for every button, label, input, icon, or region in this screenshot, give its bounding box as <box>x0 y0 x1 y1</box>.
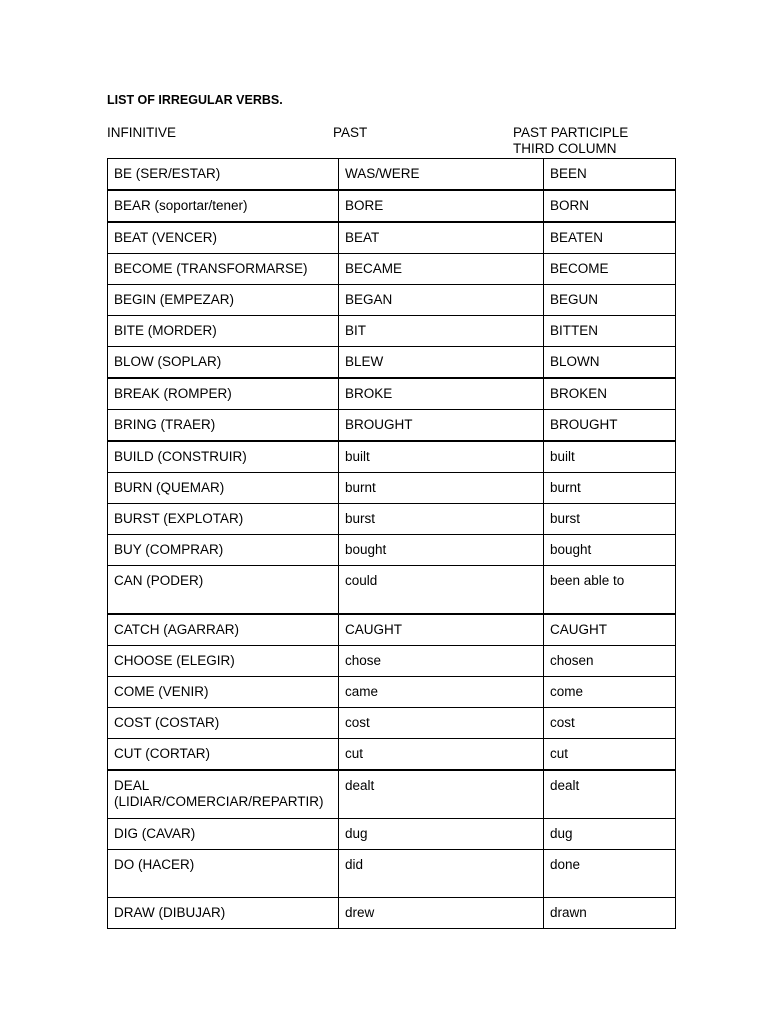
past-cell: chose <box>339 646 544 677</box>
table-row <box>108 473 676 504</box>
table-row <box>108 898 676 929</box>
table-row <box>108 316 676 347</box>
header-past-participle-line1: PAST PARTICIPLE <box>513 125 629 140</box>
past-cell: bought <box>339 535 544 566</box>
past-participle-cell: built <box>544 441 676 473</box>
past-cell: burnt <box>339 473 544 504</box>
infinitive-cell: BE (SER/ESTAR) <box>108 159 339 191</box>
past-cell: WAS/WERE <box>339 159 544 191</box>
infinitive-cell: DEAL (LIDIAR/COMERCIAR/REPARTIR) <box>108 770 339 819</box>
infinitive-cell: DO (HACER) <box>108 850 339 898</box>
past-participle-cell: cost <box>544 708 676 739</box>
header-past-participle <box>513 125 628 157</box>
past-cell: drew <box>339 898 544 929</box>
past-cell: dealt <box>339 770 544 819</box>
table-row <box>108 378 676 410</box>
past-participle-cell: burnt <box>544 473 676 504</box>
past-participle-cell: dealt <box>544 770 676 819</box>
table-row <box>108 708 676 739</box>
infinitive-cell: BRING (TRAER) <box>108 410 339 442</box>
infinitive-cell: DIG (CAVAR) <box>108 819 339 850</box>
table-row <box>108 614 676 646</box>
past-cell: came <box>339 677 544 708</box>
infinitive-cell: BUILD (CONSTRUIR) <box>108 441 339 473</box>
infinitive-cell: BREAK (ROMPER) <box>108 378 339 410</box>
table-row <box>108 222 676 254</box>
infinitive-cell: BITE (MORDER) <box>108 316 339 347</box>
past-participle-cell: BEEN <box>544 159 676 191</box>
past-participle-cell: BITTEN <box>544 316 676 347</box>
header-infinitive: INFINITIVE <box>107 125 177 140</box>
table-row <box>108 441 676 473</box>
infinitive-cell: BURN (QUEMAR) <box>108 473 339 504</box>
past-participle-cell: BROUGHT <box>544 410 676 442</box>
past-participle-cell: bought <box>544 535 676 566</box>
past-cell: could <box>339 566 544 615</box>
past-participle-cell: cut <box>544 739 676 771</box>
past-cell: BORE <box>339 190 544 222</box>
past-participle-cell: BORN <box>544 190 676 222</box>
infinitive-cell: CAN (PODER) <box>108 566 339 615</box>
infinitive-cell: BLOW (SOPLAR) <box>108 347 339 379</box>
past-cell: BEAT <box>339 222 544 254</box>
table-row <box>108 646 676 677</box>
table-row <box>108 739 676 771</box>
table-row <box>108 677 676 708</box>
table-row <box>108 566 676 615</box>
past-cell: cost <box>339 708 544 739</box>
table-row <box>108 535 676 566</box>
table-row <box>108 819 676 850</box>
past-participle-cell: CAUGHT <box>544 614 676 646</box>
past-cell: cut <box>339 739 544 771</box>
past-participle-cell: done <box>544 850 676 898</box>
past-participle-cell: come <box>544 677 676 708</box>
infinitive-cell: BUY (COMPRAR) <box>108 535 339 566</box>
table-row <box>108 285 676 316</box>
past-participle-cell: BECOME <box>544 254 676 285</box>
header-past: PAST <box>333 125 368 140</box>
past-cell: CAUGHT <box>339 614 544 646</box>
infinitive-cell: BECOME (TRANSFORMARSE) <box>108 254 339 285</box>
table-row <box>108 410 676 442</box>
table-row <box>108 504 676 535</box>
infinitive-cell: CUT (CORTAR) <box>108 739 339 771</box>
past-cell: BLEW <box>339 347 544 379</box>
infinitive-cell: DRAW (DIBUJAR) <box>108 898 339 929</box>
table-row <box>108 347 676 379</box>
past-cell: BEGAN <box>339 285 544 316</box>
past-participle-cell: been able to <box>544 566 676 615</box>
infinitive-cell: BEAR (soportar/tener) <box>108 190 339 222</box>
irregular-verbs-table <box>107 158 676 929</box>
infinitive-cell: CATCH (AGARRAR) <box>108 614 339 646</box>
table-row <box>108 770 676 819</box>
past-participle-cell: chosen <box>544 646 676 677</box>
table-row <box>108 159 676 191</box>
past-cell: BECAME <box>339 254 544 285</box>
header-past-participle-line2: THIRD COLUMN <box>513 141 617 156</box>
table-row <box>108 850 676 898</box>
past-cell: built <box>339 441 544 473</box>
infinitive-cell: COME (VENIR) <box>108 677 339 708</box>
past-cell: BIT <box>339 316 544 347</box>
table-row <box>108 190 676 222</box>
past-participle-cell: dug <box>544 819 676 850</box>
past-participle-cell: BEGUN <box>544 285 676 316</box>
past-participle-cell: burst <box>544 504 676 535</box>
infinitive-cell: BEGIN (EMPEZAR) <box>108 285 339 316</box>
infinitive-cell: BURST (EXPLOTAR) <box>108 504 339 535</box>
past-participle-cell: BEATEN <box>544 222 676 254</box>
past-cell: BROKE <box>339 378 544 410</box>
past-participle-cell: BROKEN <box>544 378 676 410</box>
past-cell: BROUGHT <box>339 410 544 442</box>
past-cell: did <box>339 850 544 898</box>
infinitive-cell: BEAT (VENCER) <box>108 222 339 254</box>
past-participle-cell: BLOWN <box>544 347 676 379</box>
table-row <box>108 254 676 285</box>
infinitive-cell: COST (COSTAR) <box>108 708 339 739</box>
document-title: LIST OF IRREGULAR VERBS. <box>107 93 283 107</box>
infinitive-cell: CHOOSE (ELEGIR) <box>108 646 339 677</box>
past-participle-cell: drawn <box>544 898 676 929</box>
past-cell: burst <box>339 504 544 535</box>
past-cell: dug <box>339 819 544 850</box>
